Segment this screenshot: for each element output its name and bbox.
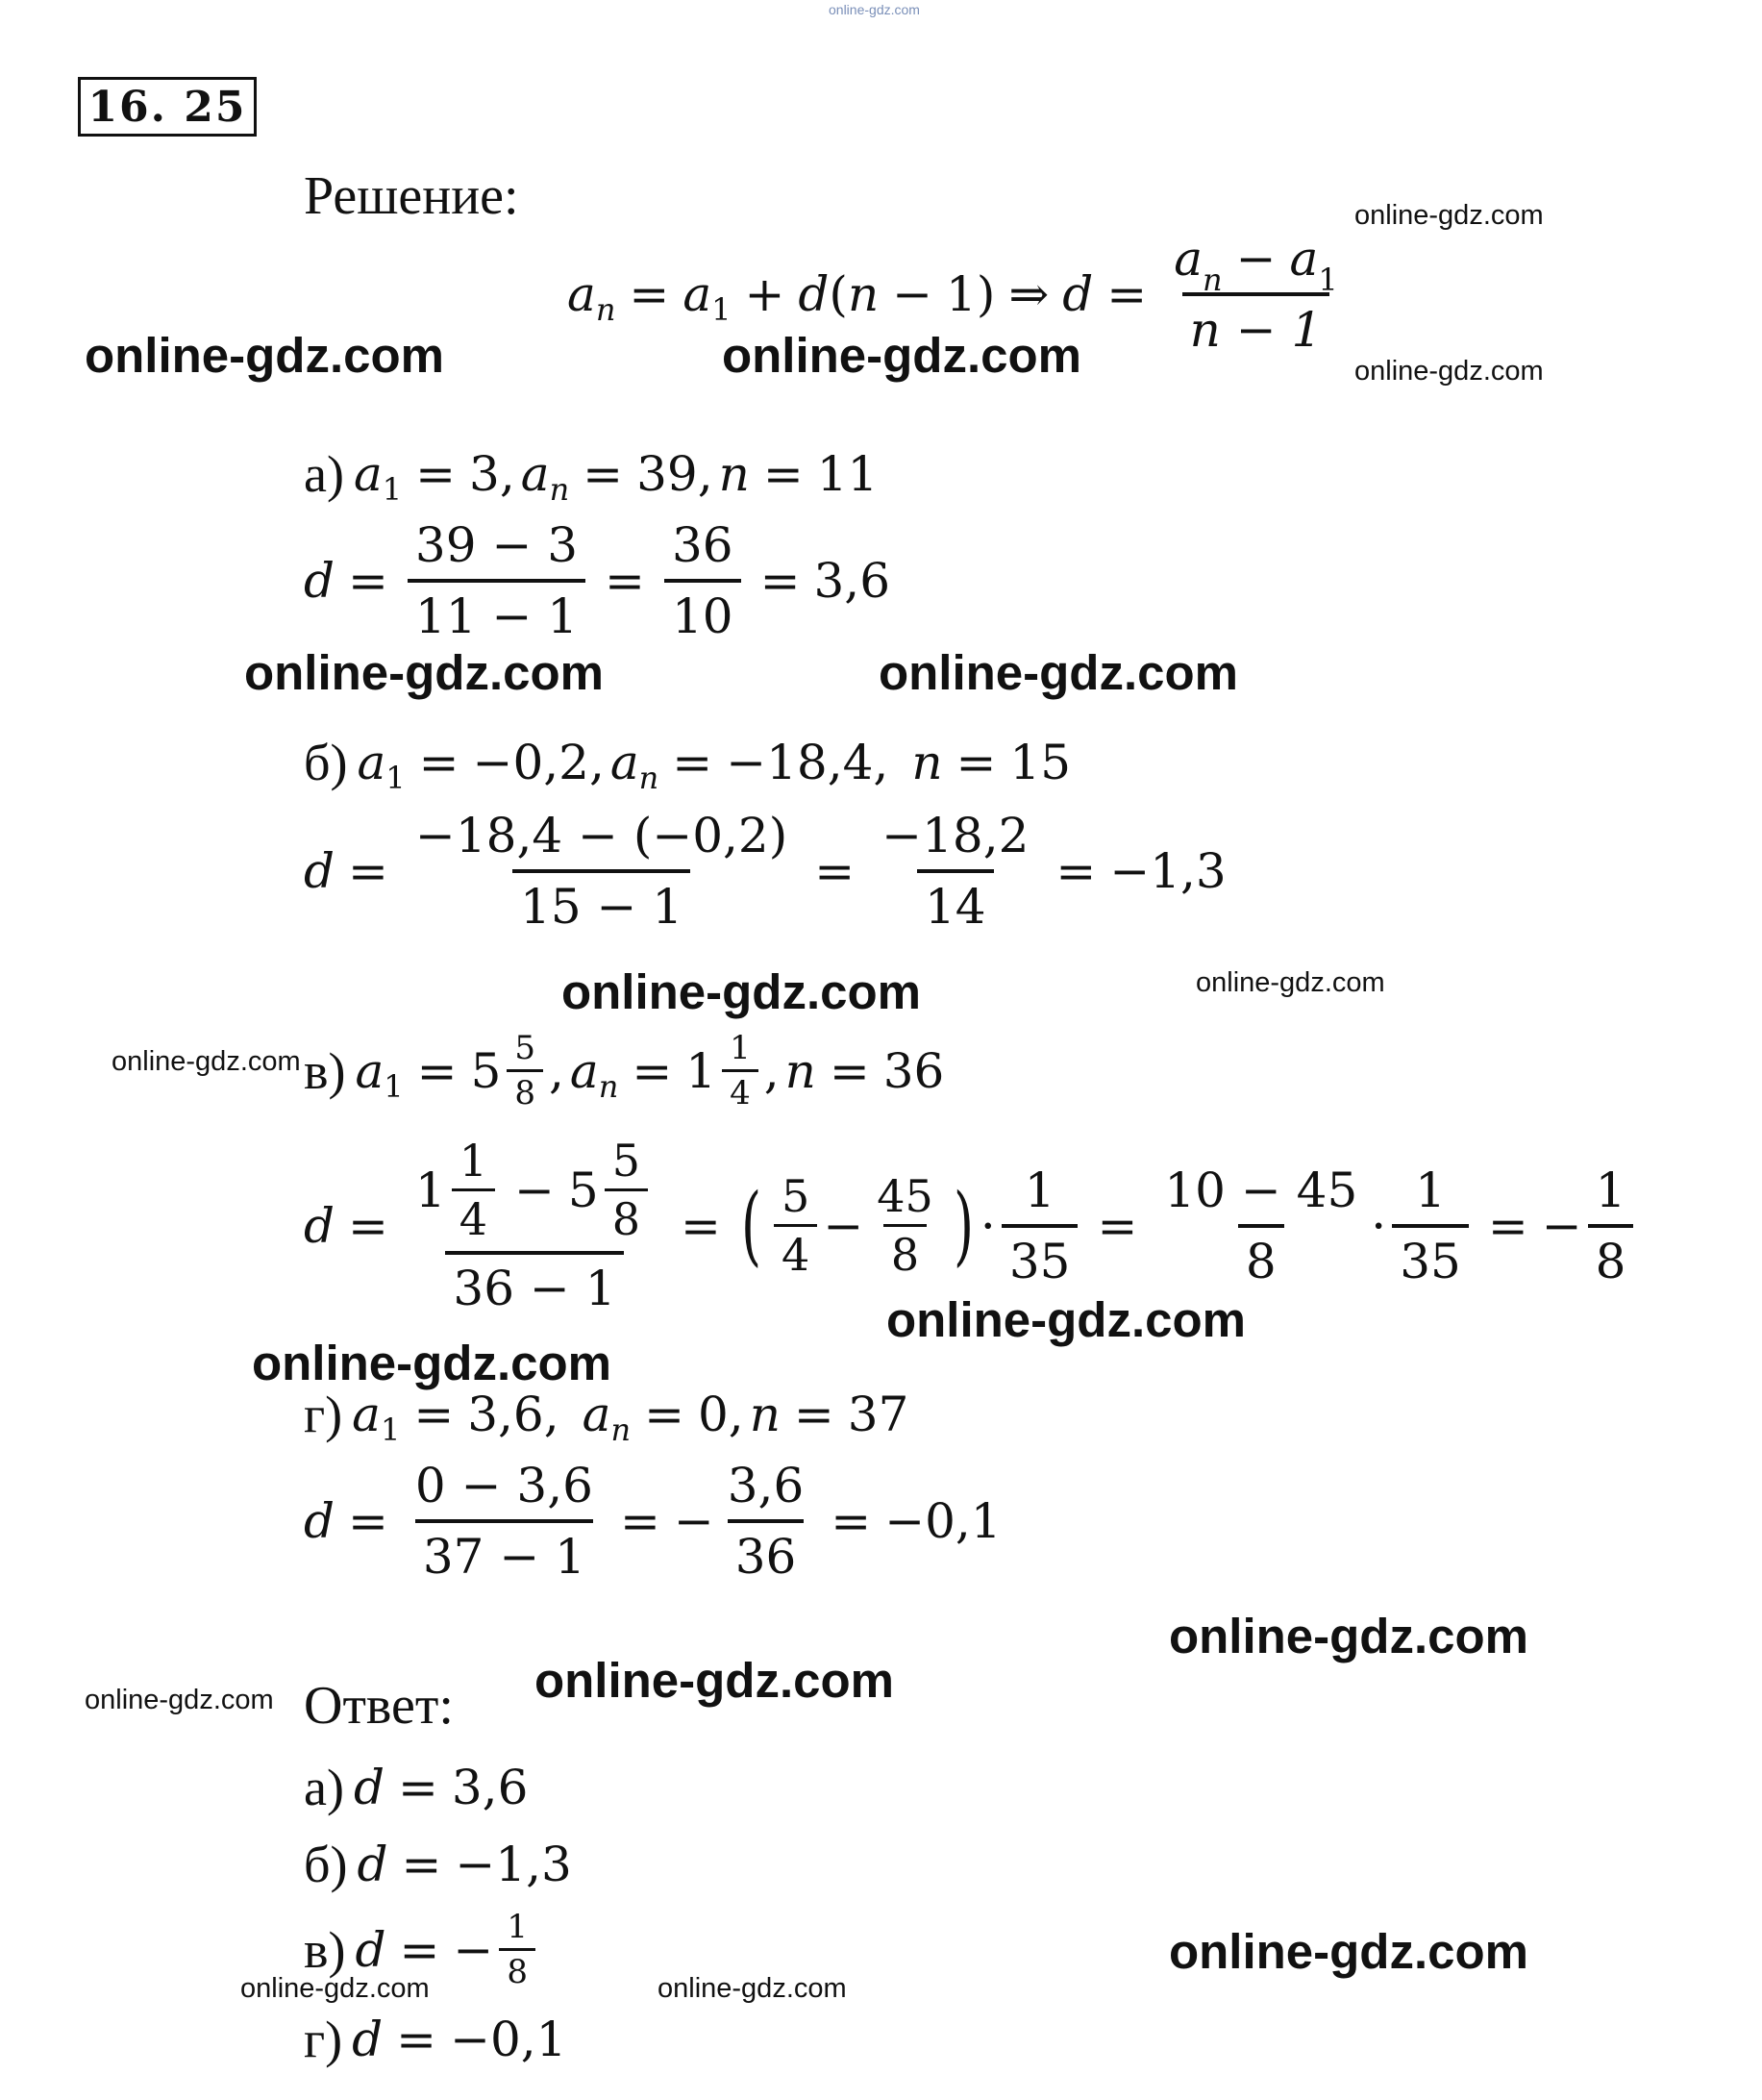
v-calc-c2n: 10 − 45 [1164, 1162, 1358, 1218]
formula-a1: a [682, 266, 712, 322]
part-v-num1: 5 [514, 1029, 536, 1067]
answer-v-den: 8 [499, 1948, 535, 1991]
part-b-n: 15 [1009, 735, 1072, 790]
watermark-large-1: online-gdz.com [85, 328, 444, 383]
watermark-small-7: online-gdz.com [658, 1973, 847, 2004]
answer-b-label: б) [304, 1836, 348, 1893]
answer-heading: Ответ: [304, 1676, 454, 1736]
top-watermark: online-gdz.com [829, 2, 920, 17]
part-a-n: 11 [816, 446, 879, 502]
part-v-den2: 4 [722, 1069, 758, 1112]
part-g-calc: d = $\frac{0 - 3,6}{37 - 1}$ = − $\frac{3,6}{36}$ = −0,1 [304, 1458, 1002, 1585]
part-g-a1: 3,6, [467, 1387, 559, 1442]
v-calc-d1: 4 [452, 1188, 495, 1245]
frac-num-minus: − [1235, 231, 1277, 287]
formula-plus: + [744, 266, 785, 322]
part-g-given: г) a 1 = 3,6, a n = 0, n = 37 [304, 1386, 909, 1448]
v-calc-n1: 1 [459, 1135, 488, 1187]
answer-v: в) d = − $\frac{1}{8}$ [304, 1908, 541, 1991]
part-a-a1: 3, [469, 446, 515, 502]
part-g-num1: 0 − 3,6 [414, 1458, 593, 1513]
formula-fraction [1166, 231, 1346, 358]
frac-num-sub: n [1203, 262, 1223, 298]
part-v-num2: 1 [730, 1029, 751, 1067]
part-g-den2: 36 [728, 1519, 805, 1585]
watermark-large-4: online-gdz.com [879, 645, 1238, 700]
formula-d2: d [1062, 266, 1094, 322]
watermark-small-6: online-gdz.com [240, 1973, 430, 2004]
v-calc-p2n: 45 [877, 1170, 933, 1222]
watermark-large-10: online-gdz.com [1169, 1924, 1528, 1979]
v-calc-p1d: 4 [774, 1224, 817, 1281]
v-calc-d2: 8 [605, 1188, 648, 1245]
formula-n: n [847, 266, 880, 322]
part-v-given: в) a 1 = 5 $\frac{5}{8}$ , a n = 1 $\frac{1}{4}$ , n = 36 [304, 1029, 945, 1112]
v-calc-w1: 1 [414, 1162, 446, 1218]
solution-heading: Решение: [304, 166, 519, 226]
part-v-label: в) [304, 1041, 346, 1100]
answer-g-label: г) [304, 2011, 343, 2068]
part-v-n: 36 [882, 1042, 945, 1099]
problem-number: 16. 25 [78, 77, 257, 137]
part-b-given: б) a 1 = −0,2, a n = −18,4, n = 15 [304, 734, 1072, 796]
part-a-den1: 11 − 1 [408, 579, 585, 644]
v-calc-w2: 5 [567, 1162, 599, 1218]
part-a-label: а) [304, 445, 344, 503]
formula-implies: ⇒ [1008, 266, 1050, 322]
part-b-label: б) [304, 734, 348, 791]
v-calc-rd: 8 [1588, 1224, 1634, 1289]
part-b-den2: 14 [917, 869, 994, 935]
part-b-a1: −0,2, [472, 735, 605, 790]
formula-a: a [567, 266, 596, 322]
v-calc-den: 36 − 1 [445, 1251, 623, 1316]
formula-minus: − [892, 266, 933, 322]
watermark-large-8: online-gdz.com [1169, 1609, 1528, 1663]
watermark-small-5: online-gdz.com [85, 1685, 274, 1715]
formula-sub1: 1 [711, 291, 732, 328]
formula-sub: n [595, 291, 616, 328]
part-a-calc: d = $\frac{39 - 3}{11 - 1}$ = $\frac{36}{10}$ = 3,6 [304, 517, 891, 644]
v-calc-m1d: 35 [1002, 1224, 1079, 1289]
part-b-calc: d = $\frac{-18,4 - (-0,2)}{15 - 1}$ = $\frac{-18,2}{14}$ = −1,3 [304, 808, 1227, 935]
part-a-an: 39, [636, 446, 713, 502]
formula-eq2: = [1106, 266, 1148, 322]
answer-b-value: −1,3 [455, 1837, 572, 1892]
watermark-large-6: online-gdz.com [886, 1292, 1246, 1347]
watermark-large-7: online-gdz.com [252, 1336, 611, 1390]
part-a-num2: 36 [671, 517, 733, 573]
part-b-den1: 15 − 1 [512, 869, 690, 935]
part-v-calc: d = 1 $\frac{1}{4}$ − 5 $\frac{5}{8}$ 36 − 1 = ( $\frac{5}{4}$ − $\frac{45}{8}$ ) · $\frac{1}{35}$ = $\frac{10 - 45}{8}$ · $\frac{1}{35}$ = − $\frac{1}{8}$ [304, 1135, 1639, 1316]
frac-den: n − 1 [1182, 292, 1330, 358]
watermark-small-2: online-gdz.com [1354, 356, 1544, 387]
part-v-whole1: 5 [470, 1042, 502, 1099]
v-calc-m1n: 1 [1024, 1162, 1055, 1218]
answer-g-value: −0,1 [450, 2012, 567, 2067]
answer-a-label: а) [304, 1759, 344, 1816]
part-a-num1: 39 − 3 [414, 517, 579, 573]
formula-one: 1 [946, 266, 977, 322]
answer-v-num: 1 [507, 1908, 528, 1946]
part-g-n: 37 [847, 1387, 909, 1442]
part-b-result: −1,3 [1109, 843, 1227, 899]
part-g-den1: 37 − 1 [415, 1519, 593, 1585]
part-a-den2: 10 [664, 579, 741, 644]
part-a-result: 3,6 [813, 553, 891, 609]
v-calc-m2d: 35 [1392, 1224, 1469, 1289]
watermark-large-9: online-gdz.com [534, 1653, 894, 1708]
answer-a-value: 3,6 [451, 1760, 529, 1815]
watermark-large-5: online-gdz.com [561, 964, 921, 1019]
watermark-small-1: online-gdz.com [1354, 200, 1544, 231]
frac-num-an: a [1174, 231, 1204, 287]
answer-v-label: в) [304, 1920, 346, 1979]
frac-num-sub1: 1 [1318, 262, 1338, 298]
watermark-small-3: online-gdz.com [1196, 967, 1385, 998]
watermark-large-2: online-gdz.com [722, 328, 1081, 383]
part-v-den1: 8 [507, 1069, 543, 1112]
v-calc-n2: 5 [611, 1135, 641, 1187]
answer-b: б) d = −1,3 [304, 1836, 572, 1893]
v-calc-c2d: 8 [1238, 1224, 1284, 1289]
part-v-whole2: 1 [685, 1042, 717, 1099]
part-g-an: 0, [697, 1387, 744, 1442]
formula-paren-open: ( [829, 266, 848, 322]
v-calc-p2d: 8 [883, 1224, 927, 1281]
watermark-large-3: online-gdz.com [244, 645, 604, 700]
v-calc-p1n: 5 [782, 1170, 810, 1222]
formula-eq: = [629, 266, 670, 322]
formula-d: d [798, 266, 830, 322]
v-calc-m2n: 1 [1415, 1162, 1446, 1218]
frac-num-a1: a [1289, 231, 1319, 287]
formula-paren-close: ) [976, 266, 996, 322]
part-b-num2: −18,2 [881, 808, 1030, 863]
part-g-result: −0,1 [884, 1493, 1002, 1549]
part-g-num2: 3,6 [727, 1458, 805, 1513]
part-g-label: г) [304, 1386, 343, 1443]
v-calc-rn: 1 [1595, 1162, 1626, 1218]
watermark-small-4: online-gdz.com [112, 1046, 301, 1077]
answer-g: г) d = −0,1 [304, 2011, 567, 2068]
part-b-an: −18,4, [726, 735, 889, 790]
answer-a: а) d = 3,6 [304, 1759, 529, 1816]
part-b-num1: −18,4 − (−0,2) [414, 808, 788, 863]
part-a-given: а) a 1 = 3, a n = 39, n = 11 [304, 445, 879, 508]
